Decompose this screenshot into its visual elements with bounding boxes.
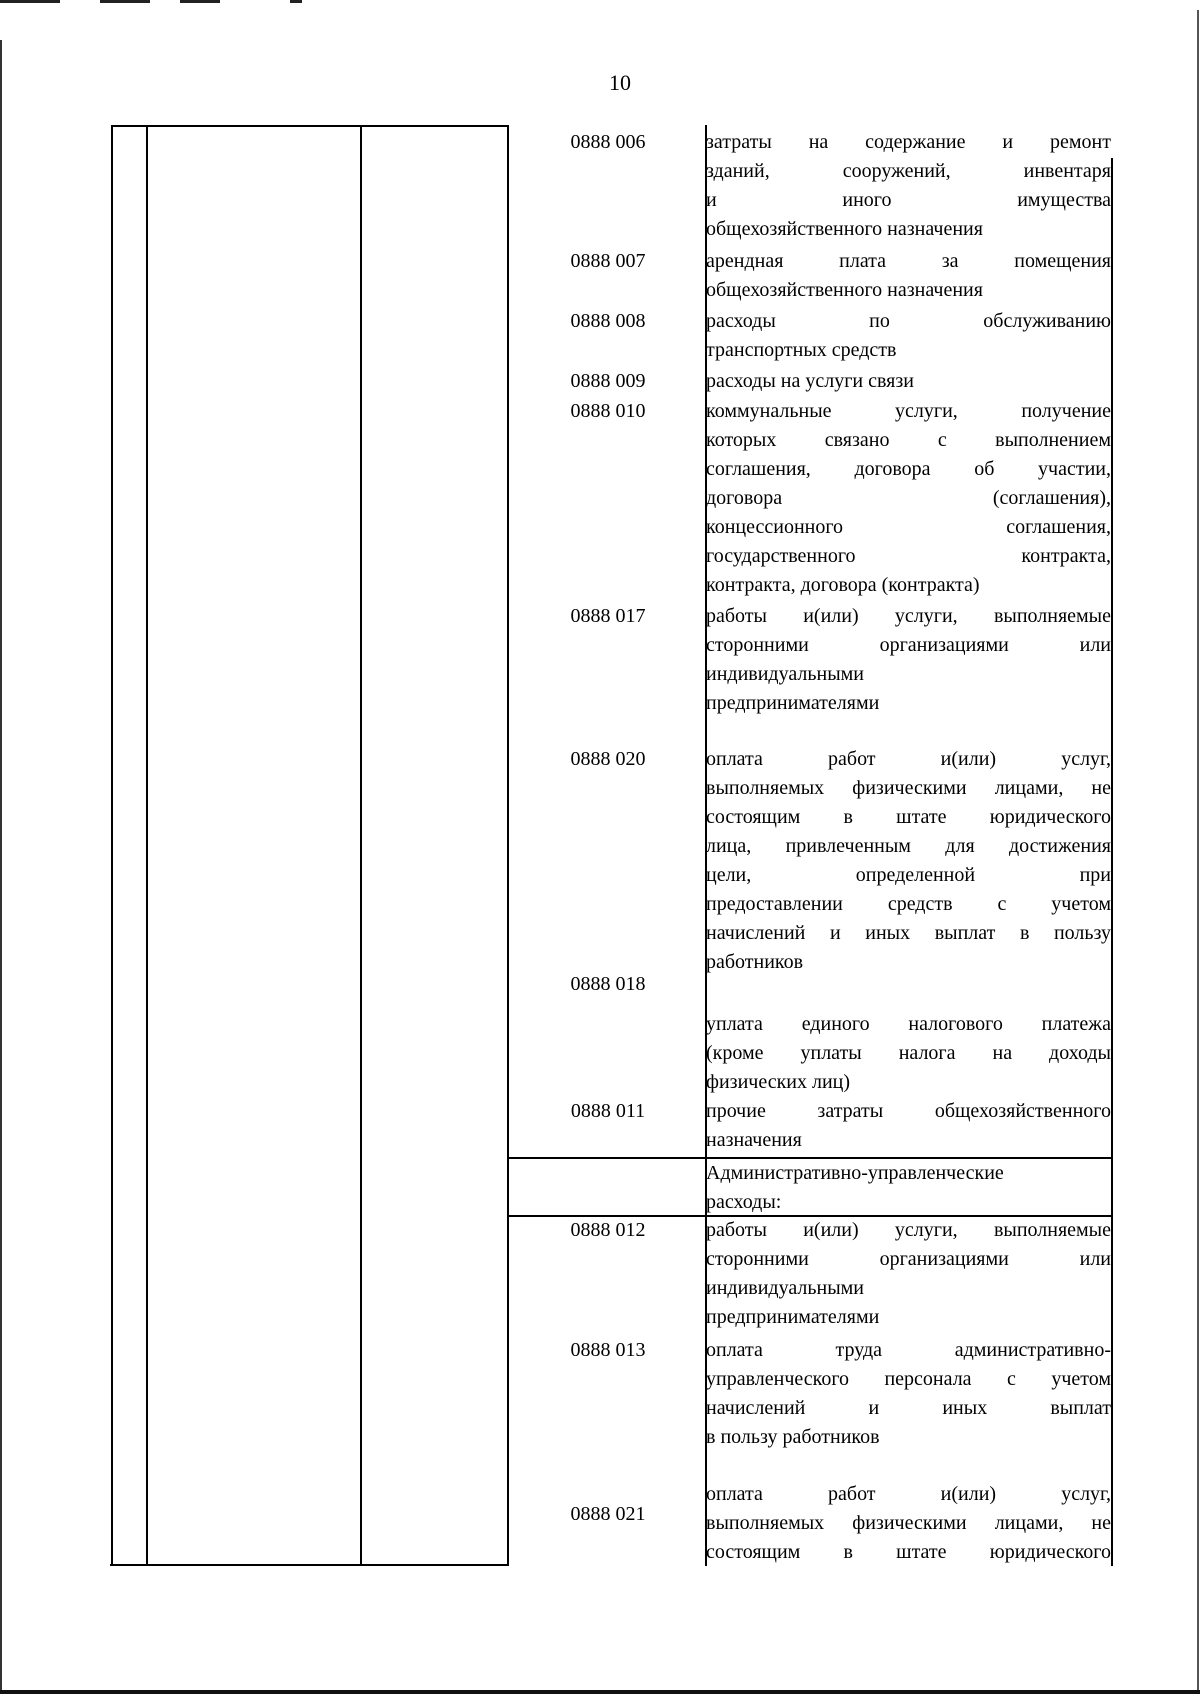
text-line: общехозяйственного назначения <box>706 218 983 240</box>
table-bottom-border <box>110 1564 508 1566</box>
text-line: предпринимателями <box>706 692 880 714</box>
text-line: оплата работ и(или) услуг, <box>706 748 1111 770</box>
text-line: зданий, сооружений, инвентаря <box>706 160 1111 182</box>
text-line: работников <box>706 951 804 973</box>
budget-code: 0888 012 <box>570 1219 646 1241</box>
expense-description <box>706 1480 1111 1567</box>
text-line: сторонними организациями или <box>706 634 1111 656</box>
text-line: лица, привлеченным для достижения <box>706 835 1111 857</box>
text-line: прочие затраты общехозяйственного <box>706 1100 1111 1122</box>
text-line: выполняемых физическими лицами, не <box>706 1512 1111 1534</box>
text-line: состоящим в штате юридического <box>706 1541 1111 1563</box>
expense-description <box>706 307 1111 365</box>
text-line: которых связано с выполнением <box>706 429 1111 451</box>
budget-code: 0888 009 <box>570 370 646 392</box>
text-line: цели, определенной при <box>706 864 1111 886</box>
text-line: физических лиц) <box>706 1071 851 1093</box>
table-top-border <box>112 125 508 127</box>
budget-code: 0888 017 <box>570 605 646 627</box>
expense-description <box>706 1216 1111 1332</box>
text-line: индивидуальными <box>706 663 864 685</box>
expense-description <box>706 602 1111 718</box>
column-border-1 <box>111 125 113 1566</box>
expense-description <box>706 1097 1111 1155</box>
text-line: работы и(или) услуги, выполняемые <box>706 1219 1111 1241</box>
budget-code: 0888 021 <box>570 1503 646 1525</box>
text-line: сторонними организациями или <box>706 1248 1111 1270</box>
expense-description <box>706 1336 1111 1452</box>
text-line: в пользу работников <box>706 1426 880 1448</box>
budget-code: 0888 011 <box>570 1100 646 1122</box>
text-line: общехозяйственного назначения <box>706 279 983 301</box>
text-line: транспортных средств <box>706 339 897 361</box>
text-line: выполняемых физическими лицами, не <box>706 777 1111 799</box>
text-line: предоставлении средств с учетом <box>706 893 1111 915</box>
expense-description <box>706 367 1111 396</box>
scan-edge-bottom <box>0 1690 1200 1694</box>
expense-description <box>706 745 1111 977</box>
text-line: соглашения, договора об участии, <box>706 458 1111 480</box>
column-border-2 <box>146 125 148 1566</box>
page-number: 10 <box>609 70 631 95</box>
budget-code: 0888 010 <box>570 400 646 422</box>
column-border-6 <box>1111 158 1113 1566</box>
scan-edge-right <box>1197 10 1199 1690</box>
text-line: оплата работ и(или) услуг, <box>706 1483 1111 1505</box>
text-line: договора (соглашения), <box>706 487 1111 509</box>
text-line: контракта, договора (контракта) <box>706 574 980 596</box>
scan-edge-top <box>0 0 1200 4</box>
text-line: и иного имущества <box>706 189 1111 211</box>
expense-description <box>706 247 1111 305</box>
text-line: управленческого персонала с учетом <box>706 1368 1111 1390</box>
text-line: концессионного соглашения, <box>706 516 1111 538</box>
expense-description <box>706 128 1111 244</box>
column-border-3 <box>360 125 362 1566</box>
text-line: коммунальные услуги, получение <box>706 400 1111 422</box>
text-line: уплата единого налогового платежа <box>706 1013 1111 1035</box>
text-line: расходы по обслуживанию <box>706 310 1111 332</box>
expense-description <box>706 1010 1111 1097</box>
budget-code: 0888 013 <box>570 1339 646 1361</box>
text-line: начислений и иных выплат в пользу <box>706 922 1111 944</box>
scan-edge-left <box>0 40 2 1690</box>
text-line: государственного контракта, <box>706 545 1111 567</box>
text-line: индивидуальными <box>706 1277 864 1299</box>
text-line: назначения <box>706 1129 802 1151</box>
text-line: состоящим в штате юридического <box>706 806 1111 828</box>
budget-code: 0888 007 <box>570 250 646 272</box>
section-heading <box>706 1159 1111 1217</box>
text-line: расходы: <box>706 1191 782 1213</box>
text-line: предпринимателями <box>706 1306 880 1328</box>
text-line: арендная плата за помещения <box>706 250 1111 272</box>
text-line: работы и(или) услуги, выполняемые <box>706 605 1111 627</box>
budget-code: 0888 020 <box>570 748 646 770</box>
text-line: начислений и иных выплат <box>706 1397 1111 1419</box>
text-line: (кроме уплаты налога на доходы <box>706 1042 1111 1064</box>
budget-code: 0888 018 <box>570 973 646 995</box>
expense-description <box>706 397 1111 600</box>
text-line: затраты на содержание и ремонт <box>706 131 1111 153</box>
column-border-4 <box>507 125 509 1566</box>
budget-code: 0888 006 <box>570 131 646 153</box>
budget-code: 0888 008 <box>570 310 646 332</box>
text-line: оплата труда административно- <box>706 1339 1111 1361</box>
text-line: Административно-управленческие <box>706 1162 1004 1184</box>
text-line: расходы на услуги связи <box>706 370 914 392</box>
